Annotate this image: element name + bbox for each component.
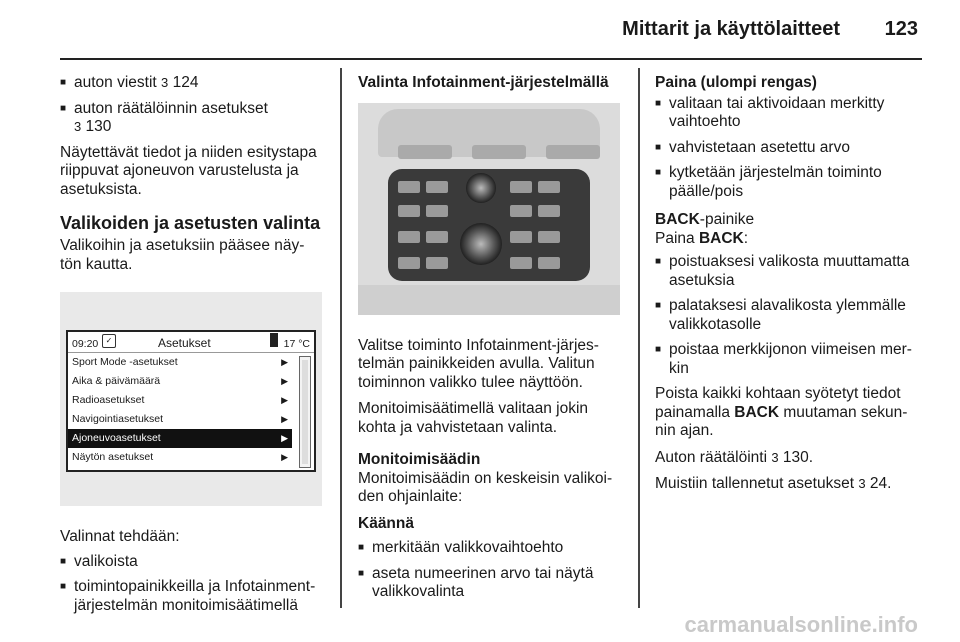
screen-title: Asetukset xyxy=(158,336,211,350)
section-title: Mittarit ja käyttölaitteet xyxy=(622,18,840,40)
console-button xyxy=(510,205,532,217)
menu-item-selected: Ajoneuvoasetukset ▶ xyxy=(68,429,292,448)
menu-item: Aika & päivämäärä ▶ xyxy=(68,372,292,391)
arrow-icon: 3 xyxy=(74,119,82,134)
page-number: 123 xyxy=(884,18,918,40)
console-photo xyxy=(358,103,620,315)
multifunction-knob xyxy=(460,223,502,265)
column-divider-1 xyxy=(340,68,342,608)
column-divider-2 xyxy=(638,68,640,608)
subheading: Monitoimisäädin xyxy=(358,451,481,468)
screen-temperature: 17 °C xyxy=(283,338,310,350)
list-item: ■ auton räätälöinnin asetukset 3 130 xyxy=(60,100,325,137)
console-button xyxy=(426,181,448,193)
list-item: ■ poistuaksesi valikosta muuttamatta asetuksia xyxy=(655,253,925,290)
console-button xyxy=(538,257,560,269)
column-1 xyxy=(60,74,325,622)
vent-button xyxy=(546,145,600,159)
arrow-icon: 3 xyxy=(771,449,779,465)
list-item: ■ auton viestit 3 124 xyxy=(60,74,325,93)
volume-knob xyxy=(466,173,496,203)
screen-time: 09:20 xyxy=(72,338,99,350)
thermometer-icon xyxy=(270,333,278,347)
scrollbar xyxy=(299,356,311,468)
console-button xyxy=(538,181,560,193)
subheading: Paina (ulompi rengas) xyxy=(655,74,817,91)
chevron-right-icon: ▶ xyxy=(281,452,288,462)
list-item: ■ valitaan tai aktivoidaan merkitty vaihtoehto xyxy=(655,95,925,132)
chevron-right-icon: ▶ xyxy=(281,376,288,386)
subheading: Käännä xyxy=(358,514,414,532)
header-rule xyxy=(60,58,922,60)
console-button xyxy=(510,231,532,243)
menu-item: Näytön asetukset ▶ xyxy=(68,448,292,467)
list-item: ■ vahvistetaan asetettu arvo xyxy=(655,139,925,158)
console-button xyxy=(426,231,448,243)
paragraph: Monitoimisäätimellä valitaan jokin kohta ja vahvistetaan valinta. xyxy=(358,400,589,436)
list-item: ■ poistaa merkkijonon viimeisen mer-kin xyxy=(655,341,925,378)
console-button xyxy=(398,231,420,243)
scrollbar-thumb xyxy=(302,360,308,464)
infotainment-console xyxy=(388,169,590,281)
paragraph: Monitoimisäädin on keskeisin valikoi-den ohjainlaite: xyxy=(358,469,613,505)
section-heading: Valinta Infotainment-järjestelmällä xyxy=(358,74,609,91)
list-item: ■ kytketään järjestelmän toiminto päälle/pois xyxy=(655,164,925,201)
menu-item: Radioasetukset ▶ xyxy=(68,391,292,410)
paragraph: Poista kaikki kohtaan syötetyt tiedot painamalla BACK muutaman sekun-nin ajan. xyxy=(655,385,908,439)
column-3 xyxy=(655,74,925,502)
console-button xyxy=(538,231,560,243)
console-vent-panel xyxy=(378,109,600,157)
arrow-icon: 3 xyxy=(161,75,169,90)
list-item: ■ toimintopainikkeilla ja Infotainment-järjestelmän monitoimisäätimellä xyxy=(60,578,325,615)
console-button xyxy=(398,181,420,193)
console-base xyxy=(358,285,620,315)
paragraph: Paina BACK: xyxy=(655,229,749,247)
console-button xyxy=(426,205,448,217)
arrow-icon: 3 xyxy=(858,476,866,491)
list-item: ■ valikoista xyxy=(60,553,325,572)
paragraph: Valitse toiminto Infotainment-järjes-telmän painikkeiden avulla. Valitun toiminnon valikko tulee näyttöön. xyxy=(358,336,599,391)
list-item: ■ palataksesi alavalikosta ylemmälle valikkotasolle xyxy=(655,297,925,334)
screen-status-bar xyxy=(68,332,314,353)
paragraph: Näytettävät tiedot ja niiden esitystapa riippuvat ajoneuvon varustelusta ja asetuksista. xyxy=(60,143,317,198)
column-2 xyxy=(358,74,623,609)
check-icon: ✓ xyxy=(102,334,116,348)
chevron-right-icon: ▶ xyxy=(281,433,288,443)
display-screenshot xyxy=(60,292,322,506)
list-item: ■ aseta numeerinen arvo tai näytä valikkovalinta xyxy=(358,565,623,602)
console-button xyxy=(426,257,448,269)
settings-screen xyxy=(66,330,316,472)
hazard-button xyxy=(472,145,526,159)
vent-button xyxy=(398,145,452,159)
chevron-right-icon: ▶ xyxy=(281,395,288,405)
console-button xyxy=(398,205,420,217)
watermark: carmanualsonline.info xyxy=(684,612,918,637)
paragraph: Muistiin tallennetut asetukset 3 24. xyxy=(655,475,892,492)
section-heading: Valikoiden ja asetusten valinta xyxy=(60,213,321,233)
console-button xyxy=(398,257,420,269)
console-button xyxy=(510,181,532,193)
paragraph: Auton räätälöinti 3 130. xyxy=(655,448,814,466)
paragraph: Valinnat tehdään: xyxy=(60,528,180,545)
console-button xyxy=(510,257,532,269)
menu-item: Navigointiasetukset ▶ xyxy=(68,410,292,429)
menu-item: Sport Mode -asetukset ▶ xyxy=(68,353,292,372)
console-button xyxy=(538,205,560,217)
paragraph: Valikoihin ja asetuksiin pääsee näy-tön kautta. xyxy=(60,237,305,273)
back-button-label: BACK-painike xyxy=(655,211,755,228)
list-item: ■ merkitään valikkovaihtoehto xyxy=(358,539,623,558)
chevron-right-icon: ▶ xyxy=(281,357,288,367)
chevron-right-icon: ▶ xyxy=(281,414,288,424)
